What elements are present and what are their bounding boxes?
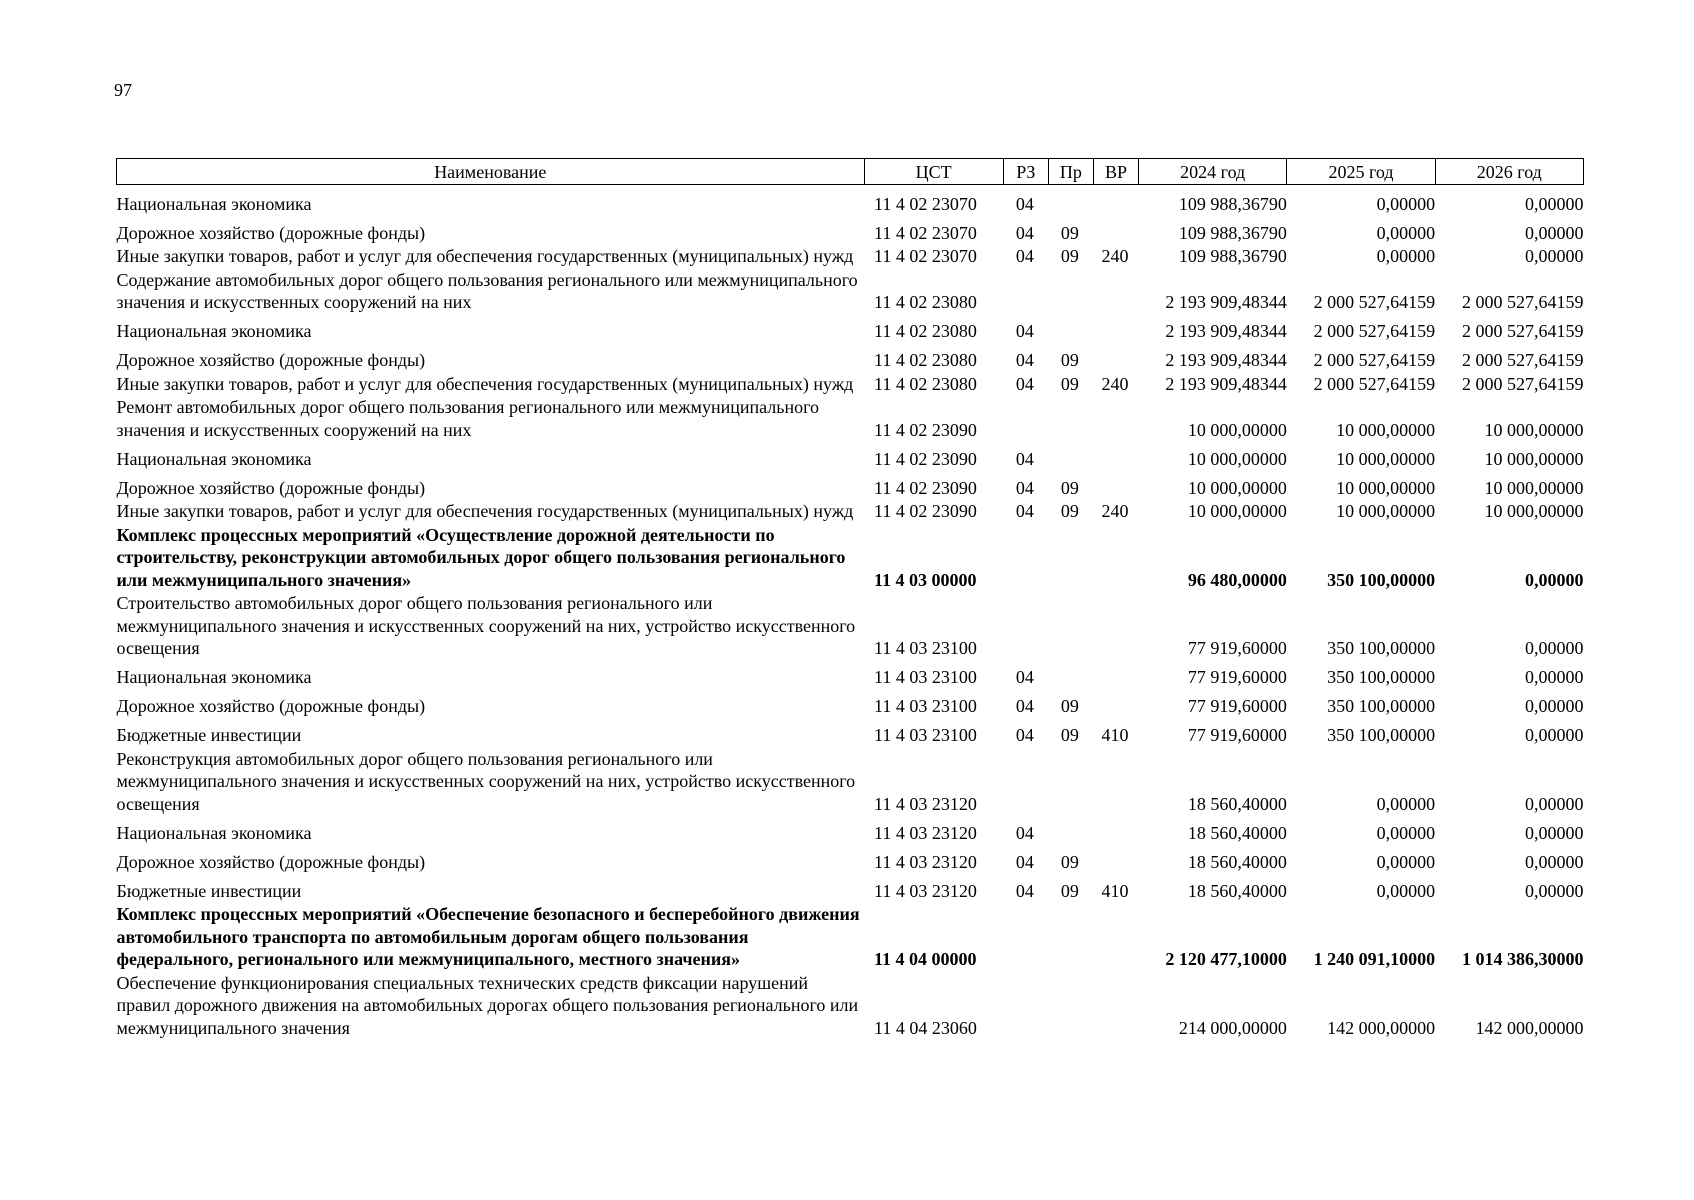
row-2024: 10 000,00000 — [1187, 419, 1287, 440]
row-pr — [1048, 972, 1093, 1041]
table-row — [117, 185, 1584, 217]
header-row — [117, 159, 1584, 185]
row-rz: 04 — [1015, 725, 1034, 745]
row-cst: 11 4 03 23100 — [874, 725, 977, 745]
row-2025: 2 000 527,64159 — [1313, 321, 1436, 341]
row-rz: 04 — [1015, 246, 1034, 266]
row-vr — [1093, 344, 1138, 373]
row-vr: 240 — [1101, 373, 1129, 394]
row-rz: 04 — [1015, 696, 1034, 716]
row-name: Дорожное хозяйство (дорожные фонды) — [116, 222, 426, 243]
table-row — [117, 748, 1584, 817]
row-cst: 11 4 04 00000 — [874, 949, 977, 969]
row-cst: 11 4 03 23120 — [874, 851, 977, 872]
row-pr — [1048, 816, 1093, 845]
row-name: Дорожное хозяйство (дорожные фонды) — [116, 477, 426, 498]
row-rz: 04 — [1015, 448, 1034, 469]
row-2024: 2 193 909,48344 — [1165, 321, 1287, 341]
table-row — [117, 269, 1584, 315]
table-row — [117, 216, 1584, 245]
budget-table — [116, 158, 1584, 1040]
table-row — [117, 816, 1584, 845]
row-cst: 11 4 02 23090 — [874, 419, 977, 440]
row-vr: 410 — [1101, 880, 1129, 901]
table-row — [117, 874, 1584, 903]
row-2026: 0,00000 — [1525, 822, 1584, 843]
table-row — [117, 471, 1584, 500]
row-pr: 09 — [1060, 246, 1079, 266]
row-2024: 18 560,40000 — [1187, 851, 1287, 872]
row-name: Комплекс процессных мероприятий «Осуществление дорожной деятельности по строительству, реконструкции автомобильных дорог общего пользования регионального или межмуниципального значения» — [116, 524, 846, 590]
row-name: Национальная экономика — [116, 321, 312, 341]
row-name: Дорожное хозяйство (дорожные фонды) — [116, 851, 426, 872]
row-vr — [1093, 315, 1138, 344]
row-vr — [1093, 690, 1138, 719]
row-2025: 142 000,00000 — [1327, 1017, 1436, 1038]
row-2026: 0,00000 — [1525, 569, 1584, 590]
row-2026: 0,00000 — [1525, 193, 1584, 214]
header-cst: ЦСТ — [864, 159, 1003, 185]
row-2024: 18 560,40000 — [1187, 793, 1287, 814]
row-name: Реконструкция автомобильных дорог общего пользования регионального или межмуниципального значения и искусственных сооружений на них, устройство искусственного освещения — [116, 748, 856, 814]
row-2026: 0,00000 — [1525, 638, 1584, 658]
row-2025: 2 000 527,64159 — [1313, 373, 1436, 394]
header-2025: 2025 год — [1287, 159, 1435, 185]
row-rz: 04 — [1015, 350, 1034, 370]
row-rz — [1003, 269, 1048, 315]
row-2024: 109 988,36790 — [1178, 193, 1287, 214]
row-rz — [1003, 748, 1048, 817]
row-vr — [1093, 661, 1138, 690]
row-2025: 350 100,00000 — [1327, 667, 1436, 687]
row-rz: 04 — [1015, 477, 1034, 498]
row-2026: 0,00000 — [1525, 851, 1584, 872]
row-pr: 09 — [1060, 696, 1079, 716]
row-name: Иные закупки товаров, работ и услуг для обеспечения государственных (муниципальных) нужд — [116, 501, 854, 521]
row-name: Национальная экономика — [116, 667, 312, 687]
row-2026: 0,00000 — [1525, 222, 1584, 243]
row-cst: 11 4 04 23060 — [874, 1017, 977, 1038]
row-rz: 04 — [1015, 501, 1034, 521]
row-rz: 04 — [1015, 193, 1034, 214]
table-row — [117, 690, 1584, 719]
table-row — [117, 315, 1584, 344]
row-2025: 0,00000 — [1376, 793, 1436, 814]
header-pr: Пр — [1048, 159, 1093, 185]
row-2024: 77 919,60000 — [1187, 725, 1287, 745]
row-2025: 0,00000 — [1376, 222, 1436, 243]
row-name: Содержание автомобильных дорог общего пользования регионального или межмуниципального значения и искусственных сооружений на них — [116, 269, 858, 312]
row-2026: 10 000,00000 — [1484, 448, 1584, 469]
row-2026: 142 000,00000 — [1475, 1017, 1584, 1038]
row-pr — [1048, 524, 1093, 593]
row-2025: 10 000,00000 — [1336, 501, 1436, 521]
row-pr: 09 — [1060, 725, 1079, 745]
row-vr: 410 — [1101, 725, 1129, 745]
row-name: Национальная экономика — [116, 822, 312, 843]
row-2026: 2 000 527,64159 — [1462, 373, 1584, 394]
table-row — [117, 344, 1584, 373]
table-row — [117, 661, 1584, 690]
row-cst: 11 4 02 23090 — [874, 448, 977, 469]
row-pr — [1048, 592, 1093, 661]
row-2025: 0,00000 — [1376, 822, 1436, 843]
row-vr — [1093, 216, 1138, 245]
table-row — [117, 903, 1584, 972]
row-cst: 11 4 02 23080 — [874, 292, 977, 312]
row-name: Обеспечение функционирования специальных технических средств фиксации нарушений правил дорожного движения на автомобильных дорогах общего пользования регионального или межмуниципального значения — [116, 972, 859, 1038]
row-2024: 109 988,36790 — [1178, 222, 1287, 243]
row-name: Бюджетные инвестиции — [116, 725, 302, 745]
row-rz: 04 — [1015, 822, 1034, 843]
row-vr — [1093, 592, 1138, 661]
row-cst: 11 4 02 23080 — [874, 373, 977, 394]
row-vr — [1093, 972, 1138, 1041]
row-vr — [1093, 185, 1138, 217]
row-2025: 0,00000 — [1376, 246, 1436, 266]
table-row — [117, 592, 1584, 661]
table-row — [117, 396, 1584, 442]
row-2025: 2 000 527,64159 — [1313, 292, 1436, 312]
row-2026: 10 000,00000 — [1484, 501, 1584, 521]
row-cst: 11 4 02 23070 — [874, 246, 977, 266]
row-name: Национальная экономика — [116, 448, 312, 469]
row-2025: 0,00000 — [1376, 851, 1436, 872]
row-name: Дорожное хозяйство (дорожные фонды) — [116, 350, 426, 370]
row-rz — [1003, 592, 1048, 661]
row-2025: 350 100,00000 — [1327, 696, 1436, 716]
row-2024: 2 120 477,10000 — [1165, 949, 1287, 969]
header-2024: 2024 год — [1139, 159, 1287, 185]
row-pr — [1048, 185, 1093, 217]
row-name: Иные закупки товаров, работ и услуг для обеспечения государственных (муниципальных) нужд — [116, 246, 854, 266]
row-2024: 18 560,40000 — [1187, 880, 1287, 901]
row-rz — [1003, 972, 1048, 1041]
row-2024: 2 193 909,48344 — [1165, 292, 1287, 312]
header-vr: ВР — [1093, 159, 1138, 185]
table-row — [117, 442, 1584, 471]
row-name: Национальная экономика — [116, 193, 312, 214]
row-2026: 0,00000 — [1525, 793, 1584, 814]
row-2024: 2 193 909,48344 — [1165, 373, 1287, 394]
row-vr — [1093, 269, 1138, 315]
row-vr — [1093, 816, 1138, 845]
row-2024: 10 000,00000 — [1187, 448, 1287, 469]
row-cst: 11 4 03 23120 — [874, 793, 977, 814]
row-2025: 10 000,00000 — [1336, 419, 1436, 440]
row-cst: 11 4 03 23120 — [874, 880, 977, 901]
row-vr — [1093, 396, 1138, 442]
row-2024: 10 000,00000 — [1187, 501, 1287, 521]
row-2024: 77 919,60000 — [1187, 667, 1287, 687]
row-2026: 2 000 527,64159 — [1462, 350, 1584, 370]
row-rz — [1003, 903, 1048, 972]
row-pr: 09 — [1060, 477, 1079, 498]
row-cst: 11 4 03 00000 — [874, 569, 977, 590]
row-name: Бюджетные инвестиции — [116, 880, 302, 901]
row-rz: 04 — [1015, 667, 1034, 687]
row-rz: 04 — [1015, 321, 1034, 341]
row-pr: 09 — [1060, 350, 1079, 370]
row-vr — [1093, 748, 1138, 817]
row-vr: 240 — [1101, 246, 1129, 266]
row-2024: 10 000,00000 — [1187, 477, 1287, 498]
row-name: Строительство автомобильных дорог общего пользования регионального или межмуниципального значения и искусственных сооружений на них, устройство искусственного освещения — [116, 593, 856, 658]
row-name: Иные закупки товаров, работ и услуг для обеспечения государственных (муниципальных) нужд — [116, 373, 854, 394]
row-pr — [1048, 442, 1093, 471]
row-cst: 11 4 02 23090 — [874, 501, 977, 521]
row-2025: 10 000,00000 — [1336, 448, 1436, 469]
row-2026: 0,00000 — [1525, 696, 1584, 716]
header-rz: РЗ — [1003, 159, 1048, 185]
row-cst: 11 4 02 23070 — [874, 193, 977, 214]
row-name: Ремонт автомобильных дорог общего пользования регионального или межмуниципального значения и искусственных сооружений на них — [116, 397, 820, 440]
row-2024: 214 000,00000 — [1178, 1017, 1287, 1038]
row-cst: 11 4 02 23070 — [874, 222, 977, 243]
row-2024: 109 988,36790 — [1178, 246, 1287, 266]
row-pr — [1048, 903, 1093, 972]
table-row — [117, 245, 1584, 269]
row-cst: 11 4 03 23100 — [874, 638, 977, 658]
row-pr: 09 — [1060, 373, 1079, 394]
table-row — [117, 500, 1584, 524]
row-2026: 0,00000 — [1525, 725, 1584, 745]
row-2025: 350 100,00000 — [1327, 725, 1436, 745]
row-2026: 10 000,00000 — [1484, 419, 1584, 440]
row-2026: 0,00000 — [1525, 246, 1584, 266]
table-row — [117, 524, 1584, 593]
row-2025: 10 000,00000 — [1336, 477, 1436, 498]
row-name: Комплекс процессных мероприятий «Обеспечение безопасного и бесперебойного движения автомобильного транспорта по автомобильным дорогам общего пользования федерального, регионального или межмуниципального, местного значения» — [116, 904, 860, 969]
row-cst: 11 4 02 23080 — [874, 321, 977, 341]
row-cst: 11 4 03 23100 — [874, 667, 977, 687]
row-2024: 77 919,60000 — [1187, 638, 1287, 658]
row-2025: 2 000 527,64159 — [1313, 350, 1436, 370]
row-2026: 2 000 527,64159 — [1462, 292, 1584, 312]
row-2026: 0,00000 — [1525, 880, 1584, 901]
row-rz — [1003, 524, 1048, 593]
row-vr — [1093, 845, 1138, 874]
row-cst: 11 4 02 23090 — [874, 477, 977, 498]
row-pr — [1048, 315, 1093, 344]
row-2024: 77 919,60000 — [1187, 696, 1287, 716]
row-pr: 09 — [1060, 222, 1079, 243]
row-vr — [1093, 471, 1138, 500]
row-pr: 09 — [1060, 880, 1079, 901]
header-2026: 2026 год — [1435, 159, 1583, 185]
row-rz — [1003, 396, 1048, 442]
row-cst: 11 4 03 23120 — [874, 822, 977, 843]
row-2026: 0,00000 — [1525, 667, 1584, 687]
row-2026: 10 000,00000 — [1484, 477, 1584, 498]
row-vr: 240 — [1101, 501, 1129, 521]
row-2025: 0,00000 — [1376, 880, 1436, 901]
row-pr — [1048, 396, 1093, 442]
table-body — [117, 185, 1584, 1041]
row-rz: 04 — [1015, 373, 1034, 394]
row-pr — [1048, 748, 1093, 817]
row-2025: 350 100,00000 — [1327, 569, 1436, 590]
table-row — [117, 373, 1584, 397]
row-2025: 0,00000 — [1376, 193, 1436, 214]
table-row — [117, 845, 1584, 874]
row-rz: 04 — [1015, 851, 1034, 872]
row-2025: 350 100,00000 — [1327, 638, 1436, 658]
row-cst: 11 4 03 23100 — [874, 696, 977, 716]
row-pr — [1048, 269, 1093, 315]
table-row — [117, 719, 1584, 748]
row-2024: 96 480,00000 — [1187, 569, 1287, 590]
row-rz: 04 — [1015, 880, 1034, 901]
row-2024: 2 193 909,48344 — [1165, 350, 1287, 370]
row-vr — [1093, 903, 1138, 972]
table-header — [117, 159, 1584, 185]
row-2025: 1 240 091,10000 — [1313, 949, 1436, 969]
row-vr — [1093, 524, 1138, 593]
row-vr — [1093, 442, 1138, 471]
row-rz: 04 — [1015, 222, 1034, 243]
row-pr: 09 — [1060, 851, 1079, 872]
row-cst: 11 4 02 23080 — [874, 350, 977, 370]
row-2026: 1 014 386,30000 — [1462, 949, 1584, 969]
row-name: Дорожное хозяйство (дорожные фонды) — [116, 696, 426, 716]
row-2024: 18 560,40000 — [1187, 822, 1287, 843]
row-pr — [1048, 661, 1093, 690]
header-name: Наименование — [117, 159, 865, 185]
row-pr: 09 — [1060, 501, 1079, 521]
table-row — [117, 972, 1584, 1041]
page-number: 97 — [114, 80, 132, 100]
row-2026: 2 000 527,64159 — [1462, 321, 1584, 341]
